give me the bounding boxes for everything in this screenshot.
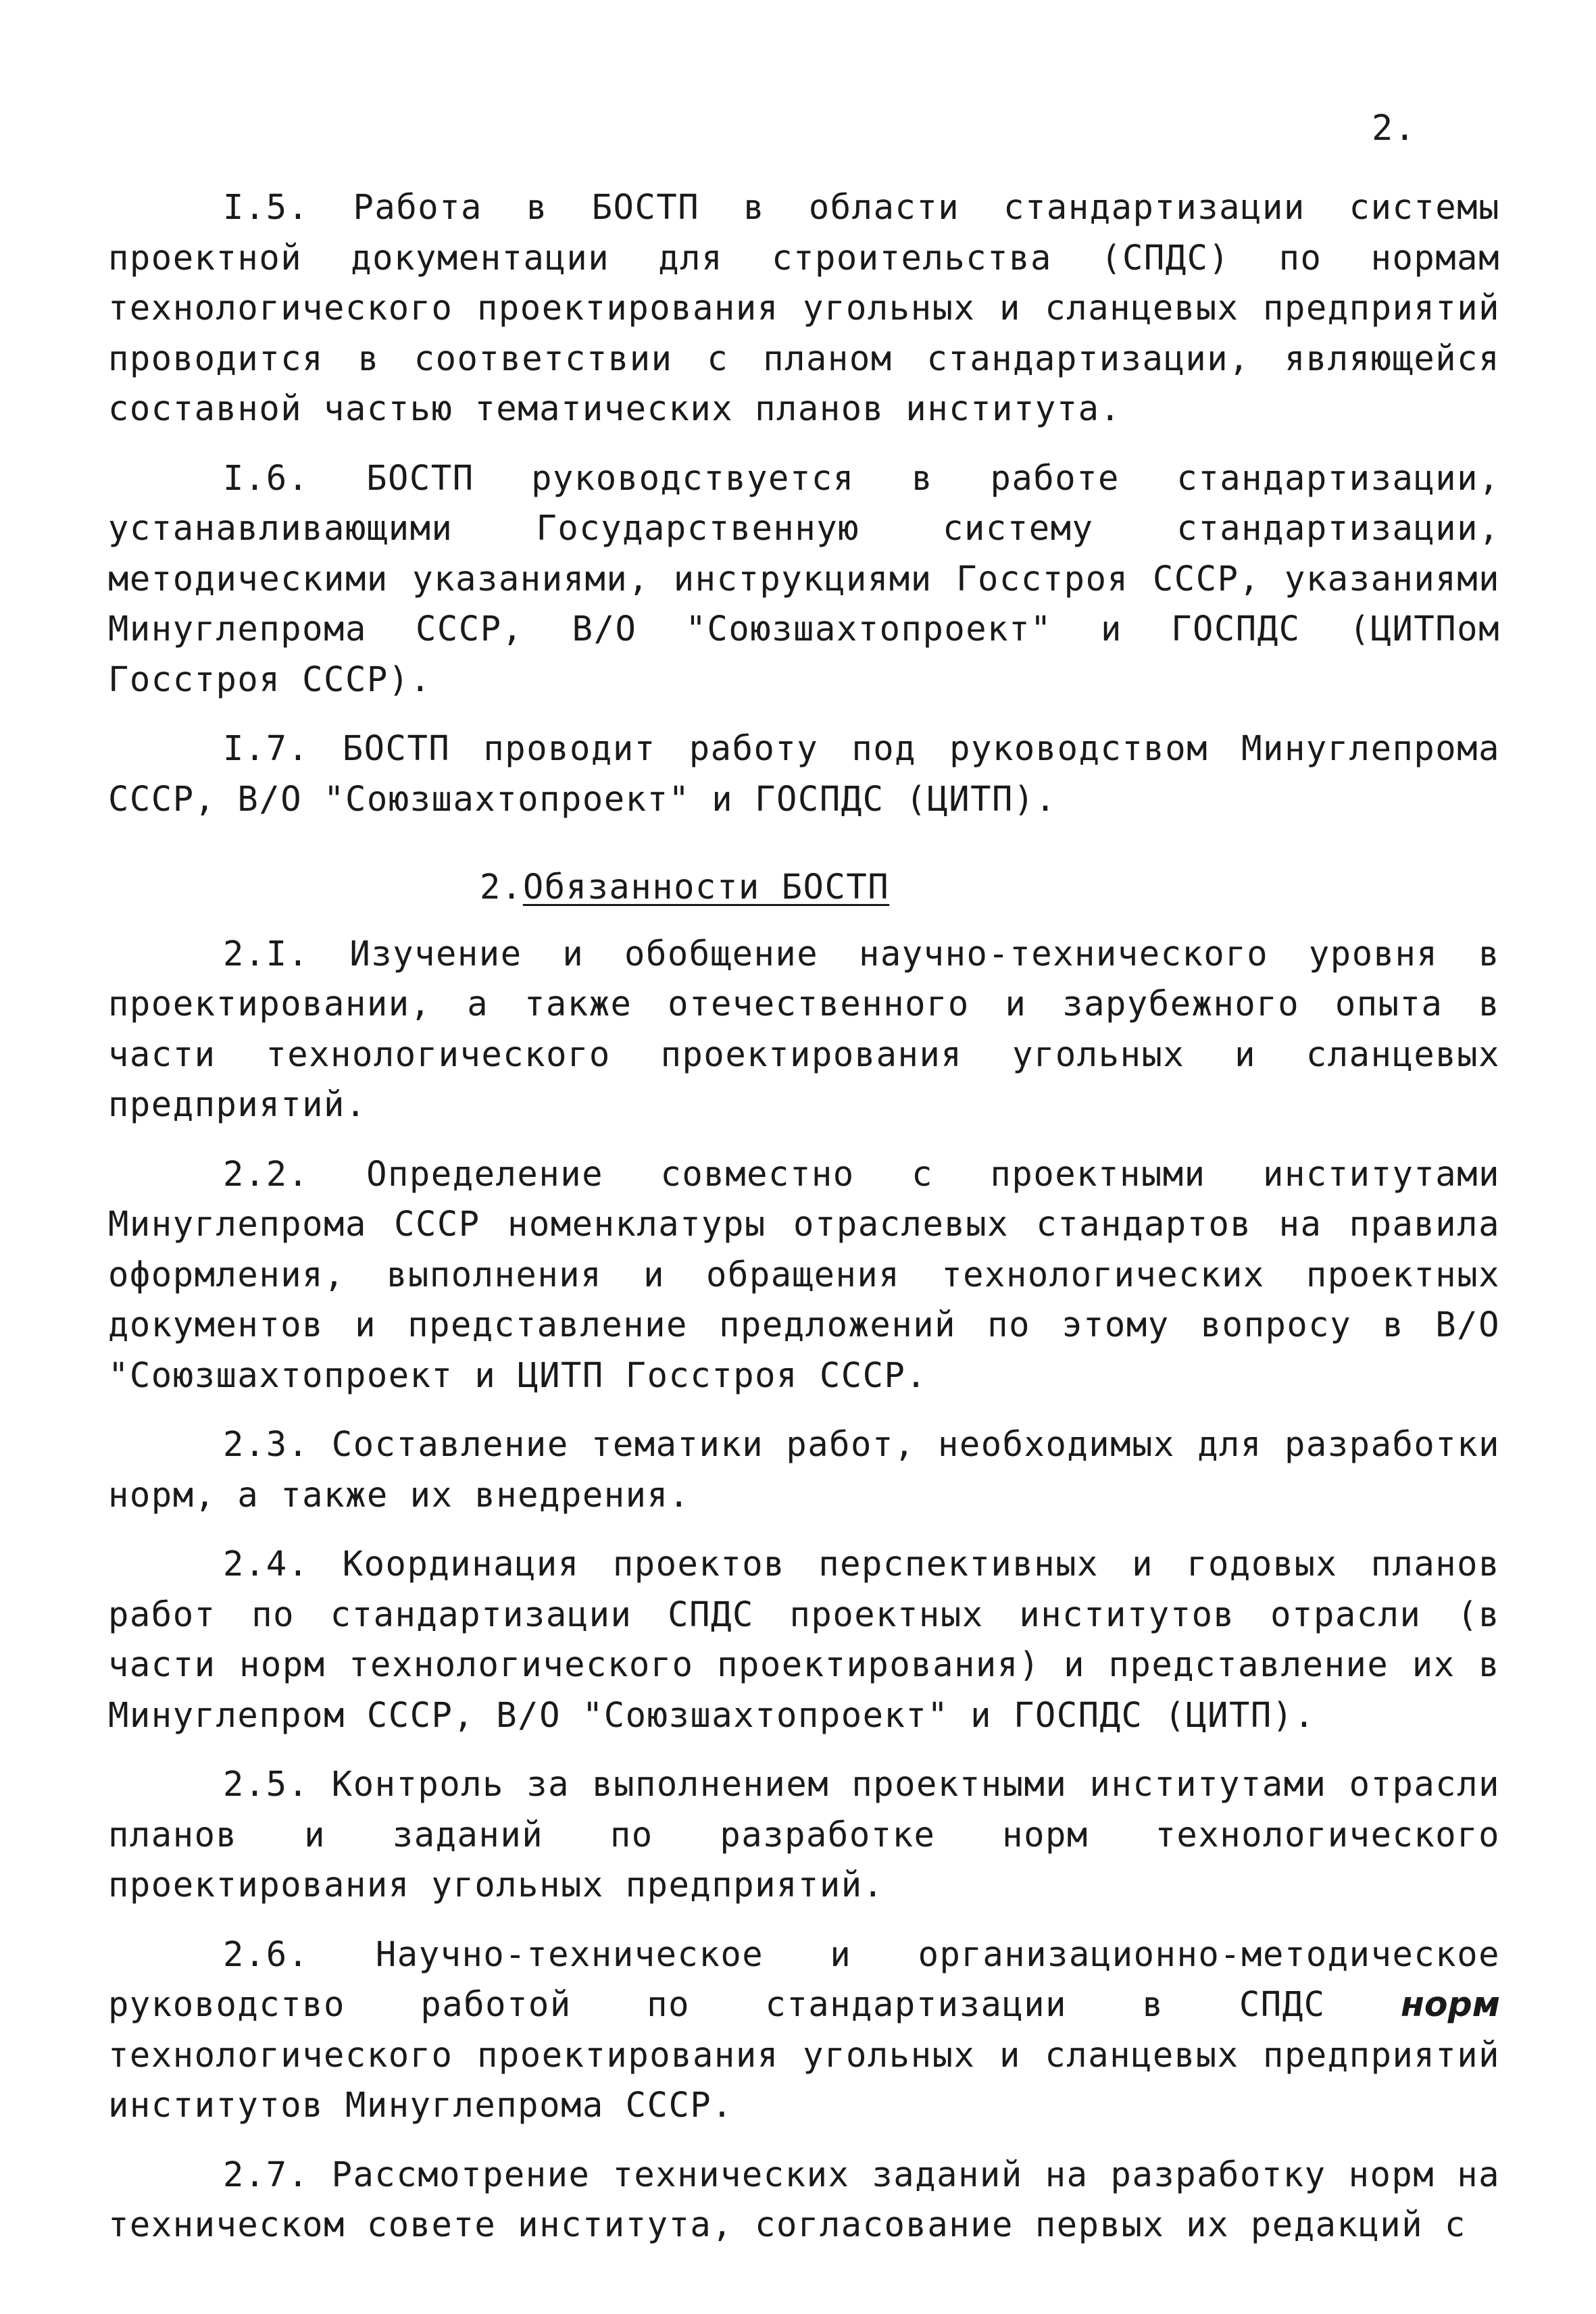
paragraph-2-6-text-after: технологического проектирования угольных и сланцевых предприятий институтов Минуглепрома СССР. xyxy=(108,2034,1500,2125)
page-number: 2. xyxy=(1372,108,1417,149)
section-number: 2. xyxy=(480,867,523,907)
paragraph-1-6: I.6. БОСТП руководствуется в работе стандартизации, устанавливающими Государственную систему стандартизации, методическими указаниями, инструкциями Госстроя СССР, указаниями Минуглепрома СССР, В/О "Союзшахтопроект" и ГОСПДС (ЦИТПом Госстроя СССР). xyxy=(108,457,1500,699)
handwritten-insert: норм xyxy=(1401,1984,1501,2024)
paragraph-1-5: I.5. Работа в БОСТП в области стандартизации системы проектной документации для строительства (СПДС) по нормам технологического проектирования угольных и сланцевых предприятий проводится в соответствии с планом стандартизации, являющейся составной частью тематических планов института. xyxy=(108,187,1500,428)
section-title: Обязанности БОСТП xyxy=(522,867,890,907)
paragraph-2-2: 2.2. Определение совместно с проектными институтами Минуглепрома СССР номенклатуры отраслевых стандартов на правила оформления, выполнения и обращения технологических проектных документов и представление предложений по этому вопросу в В/О "Союзшахтопроект и ЦИТП Госстроя СССР. xyxy=(108,1153,1500,1395)
paragraph-2-4: 2.4. Координация проектов перспективных и годовых планов работ по стандартизации СПДС проектных институтов отрасли (в части норм технологического проектирования) и представление их в Минуглепром СССР, В/О "Союзшахтопроект" и ГОСПДС (ЦИТП). xyxy=(108,1544,1500,1735)
document-body xyxy=(108,182,1500,2269)
paragraph-2-6-text-before: 2.6. Научно-техническое и организационно-методическое руководство работой по стандартизации в СПДС xyxy=(108,1934,1500,2024)
paragraph-2-7: 2.7. Рассмотрение технических заданий на разработку норм на техническом совете института, согласование первых их редакций с xyxy=(108,2154,1500,2244)
paragraph-2-5: 2.5. Контроль за выполнением проектными институтами отрасли планов и заданий по разработке норм технологического проектирования угольных предприятий. xyxy=(108,1764,1500,1905)
paragraph-2-6 xyxy=(108,1930,1500,2131)
paragraph-2-1: 2.I. Изучение и обобщение научно-технического уровня в проектировании, а также отечественного и зарубежного опыта в части технологического проектирования угольных и сланцевых предприятий. xyxy=(108,933,1500,1124)
section-heading xyxy=(108,862,1500,913)
paragraph-2-3: 2.3. Составление тематики работ, необходимых для разработки норм, а также их внедрения. xyxy=(108,1424,1500,1515)
paragraph-1-7: I.7. БОСТП проводит работу под руководством Минуглепрома СССР, В/О "Союзшахтопроект" и ГОСПДС (ЦИТП). xyxy=(108,728,1500,819)
